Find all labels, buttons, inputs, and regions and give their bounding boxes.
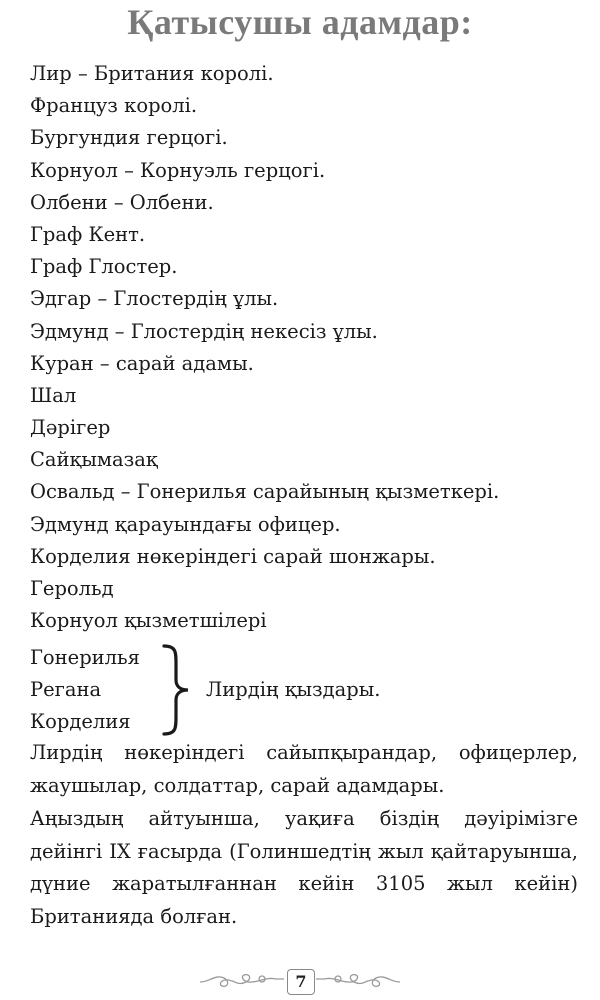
character-item: Сайқымазақ — [30, 448, 158, 472]
character-item: Эдмунд қарауындағы офицер. — [30, 512, 341, 536]
character-item: Освальд – Гонерилья сарайының қызметкері. — [30, 480, 500, 504]
character-item: Француз королі. — [30, 94, 198, 118]
character-item: Корделия нөкеріндегі сарай шонжары. — [30, 544, 436, 568]
curly-brace-icon — [158, 642, 194, 738]
daughters-names — [30, 642, 140, 739]
character-item: Олбени – Олбени. — [30, 190, 214, 214]
page-number: 7 — [287, 969, 315, 995]
character-item: Герольд — [30, 577, 114, 600]
character-item: Корнуол қызметшілері — [30, 609, 267, 633]
character-item: Граф Глостер. — [30, 255, 178, 279]
character-item: Дәрігер — [30, 416, 111, 440]
retinue-paragraph: Лирдің нөкеріндегі сайыпқырандар, офицерлер, жаушылар, солдаттар, сарай адамдары. — [30, 741, 578, 797]
character-item: Лир – Британия королі. — [30, 62, 274, 85]
page-title: Қатысушы адамдар: — [127, 2, 473, 42]
character-item: Куран – сарай адамы. — [30, 351, 254, 375]
character-item: Эдмунд – Глостердің некесіз ұлы. — [30, 319, 378, 343]
daughter-name: Гонерилья — [30, 646, 140, 669]
daughters-label: Лирдің қыздары. — [206, 678, 381, 701]
daughter-name: Регана — [30, 678, 102, 702]
character-item: Эдгар – Глостердің ұлы. — [30, 287, 279, 311]
character-item: Корнуол – Корнуэль герцогі. — [30, 158, 326, 182]
character-item: Бургундия герцогі. — [30, 126, 228, 150]
character-item: Шал — [30, 383, 77, 407]
daughter-name: Корделия — [30, 710, 131, 734]
character-list — [30, 58, 590, 637]
daughters-group — [30, 642, 590, 738]
setting-paragraph: Аңыздың айтуынша, уақиға біздің дәуірімізге дейінгі IX ғасырда (Голиншедтің жыл қайтаруынша, дүние жаратылғаннан кейін 3105 жыл кейін) Британияда болған. — [30, 807, 578, 928]
character-item: Граф Кент. — [30, 222, 146, 246]
